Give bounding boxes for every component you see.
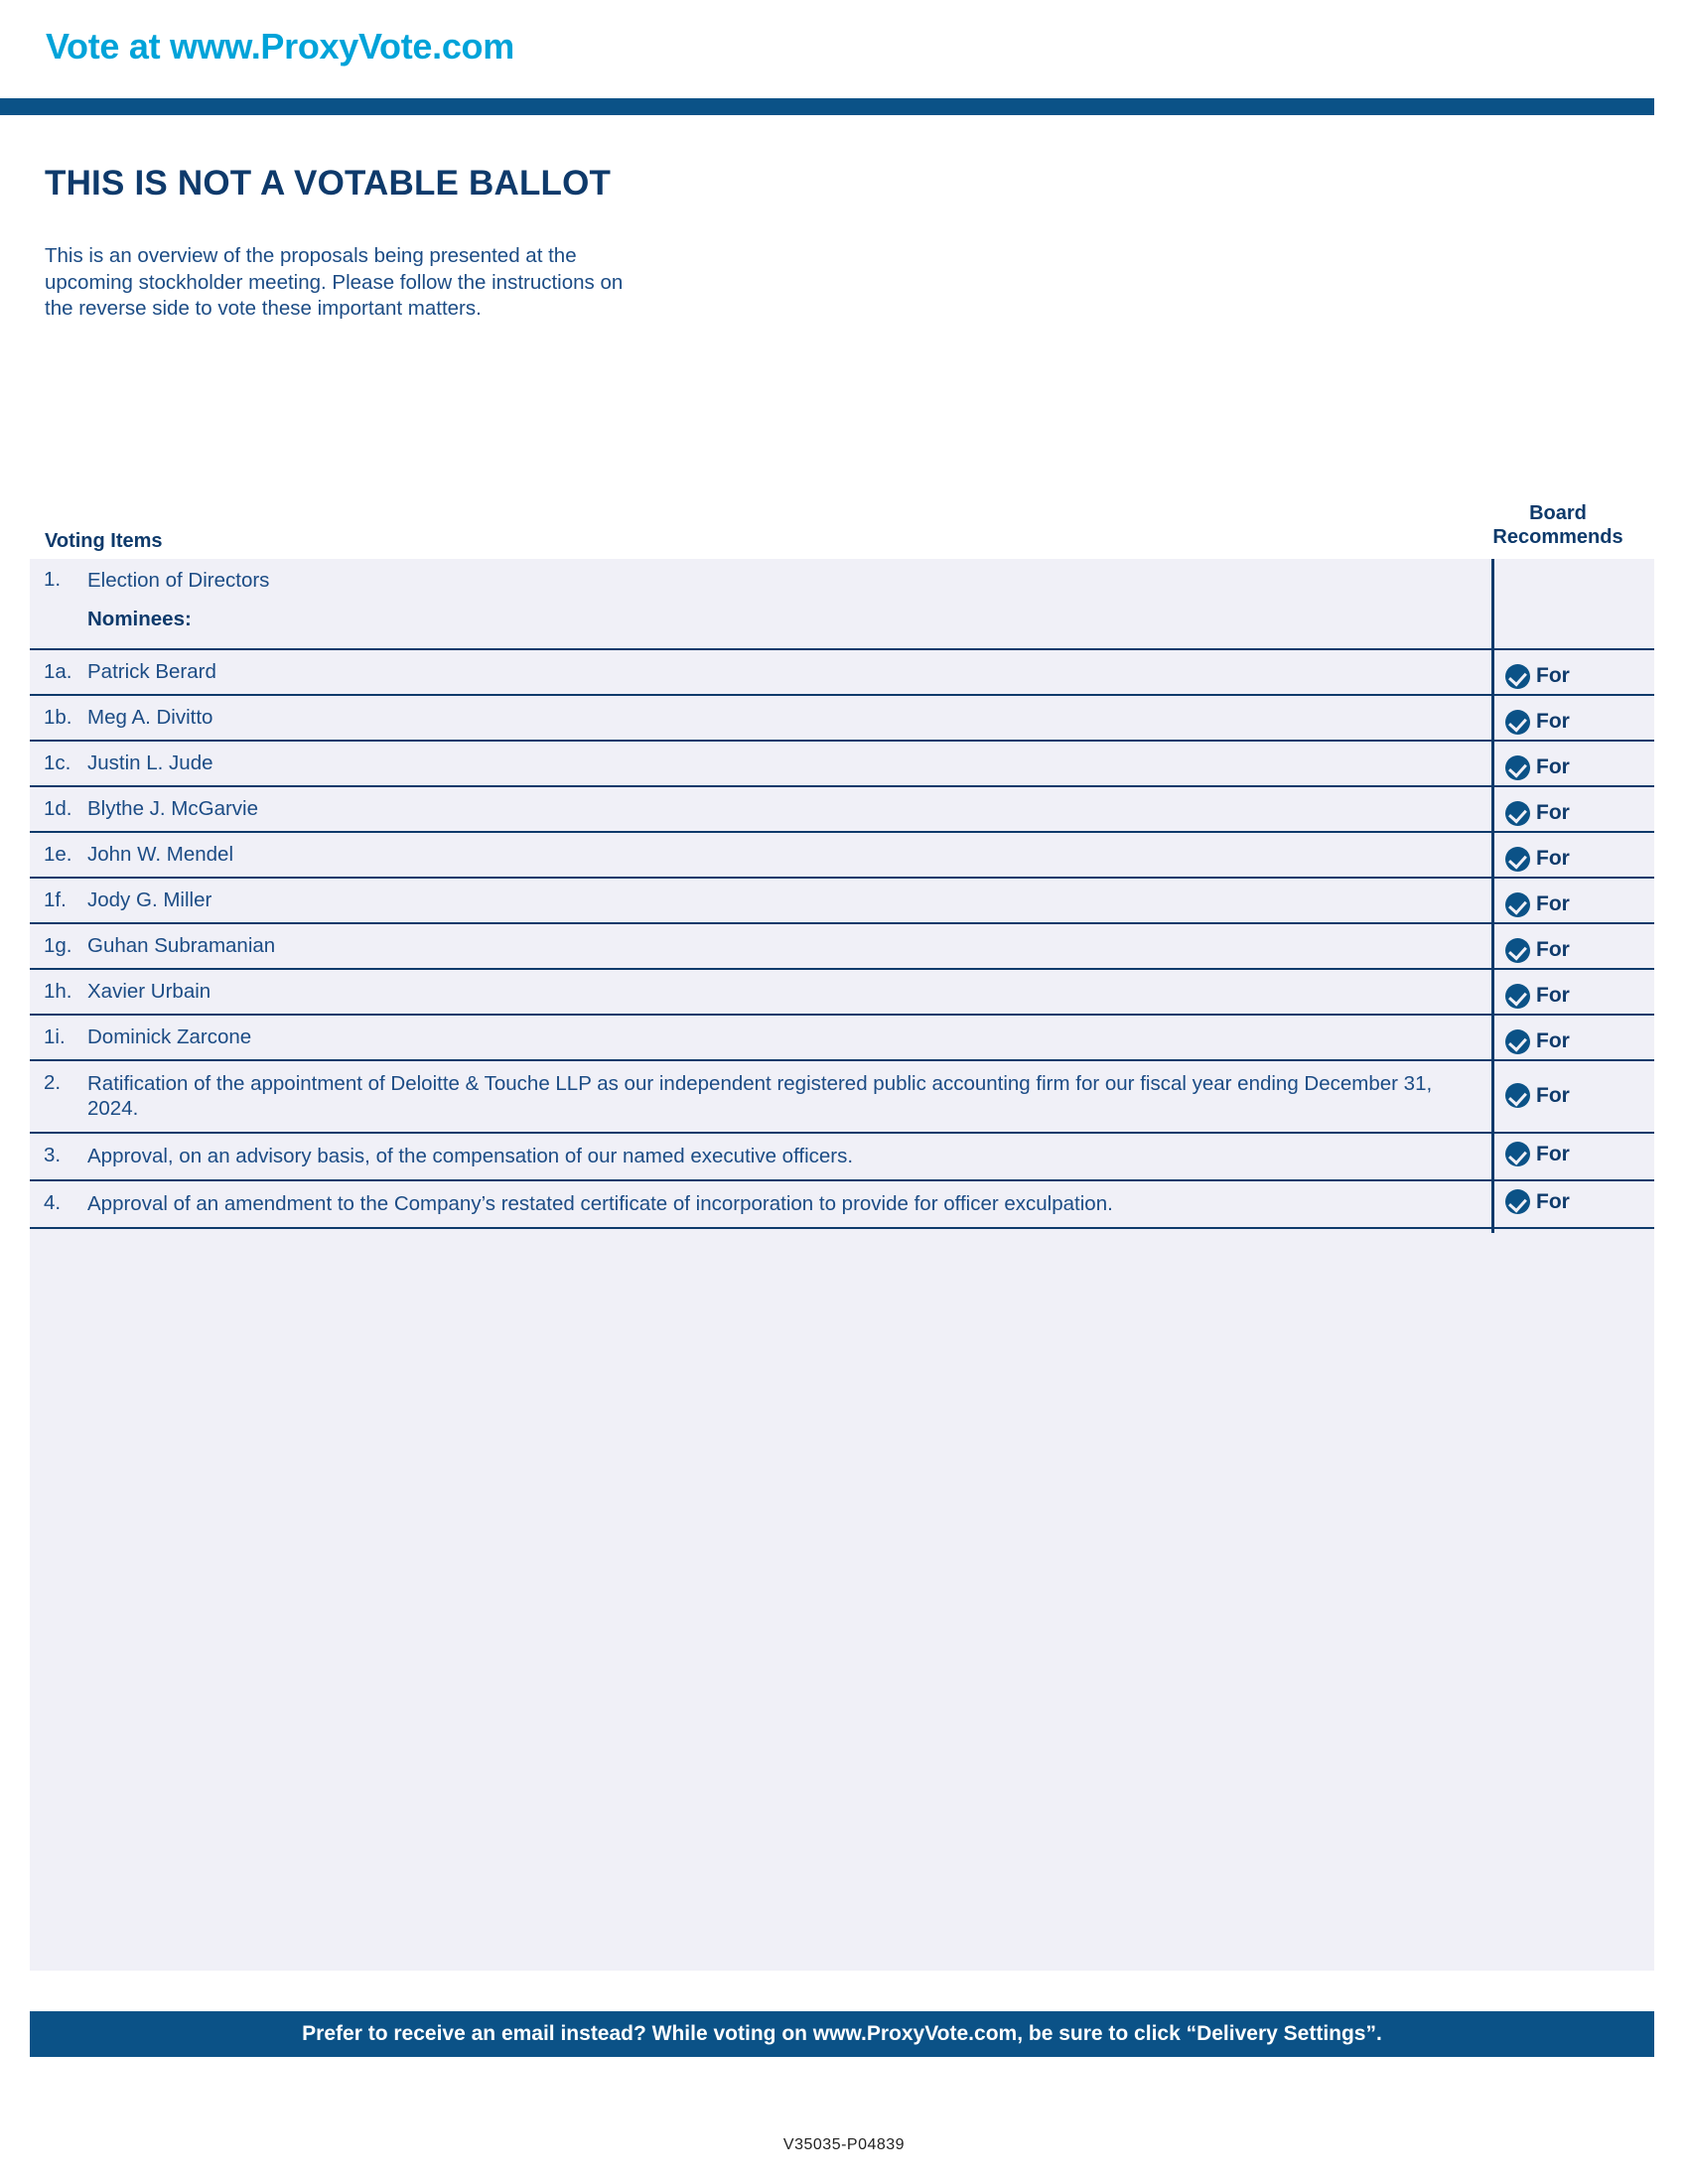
table-row	[30, 1016, 1654, 1061]
check-circle-icon	[1505, 1142, 1530, 1166]
table-row	[30, 1181, 1654, 1229]
board-recommends-line-1: Board	[1529, 502, 1587, 524]
nominee-name: Meg A. Divitto	[87, 706, 213, 729]
table-row	[30, 650, 1654, 696]
proposal-number: 2.	[44, 1071, 62, 1094]
recommend-label: For	[1536, 664, 1570, 687]
nominee-number: 1b.	[44, 705, 72, 729]
recommend-label: For	[1536, 710, 1570, 733]
board-recommendation	[1491, 1022, 1654, 1054]
nominee-number: 1a.	[44, 659, 72, 683]
table-row	[30, 787, 1654, 833]
table-row	[30, 879, 1654, 924]
nominee-number: 1e.	[44, 842, 72, 866]
intro-line-3: the reverse side to vote these important matters.	[45, 297, 482, 320]
check-circle-icon	[1505, 847, 1530, 872]
recommend-label: For	[1536, 1142, 1570, 1165]
table-row-item-1	[30, 559, 1654, 605]
intro-paragraph	[45, 243, 869, 323]
recommend-label: For	[1536, 801, 1570, 824]
header-rule-band	[0, 98, 1654, 115]
board-recommendation	[1491, 702, 1654, 735]
check-circle-icon	[1505, 1029, 1530, 1054]
recommend-label: For	[1536, 755, 1570, 778]
footer-message: Prefer to receive an email instead? While voting on www.ProxyVote.com, be sure to click “Delivery Settings”.	[302, 2022, 1382, 2045]
proposal-text: Approval, on an advisory basis, of the compensation of our named executive officers.	[87, 1145, 854, 1167]
recommend-label: For	[1536, 1083, 1570, 1107]
table-row	[30, 924, 1654, 970]
check-circle-icon	[1505, 892, 1530, 917]
vote-at-proxyvote-link[interactable]: Vote at www.ProxyVote.com	[46, 26, 514, 67]
item-number: 1.	[44, 568, 62, 591]
board-recommends-line-2: Recommends	[1492, 526, 1623, 548]
proposal-text: Ratification of the appointment of Deloitte & Touche LLP as our independent registered public accounting firm for our fiscal year ending December 31, 2024.	[87, 1072, 1433, 1120]
check-circle-icon	[1505, 664, 1530, 689]
item-text: Election of Directors	[87, 569, 270, 592]
board-recommendation	[1491, 1181, 1654, 1214]
board-recommendation	[1491, 748, 1654, 780]
check-circle-icon	[1505, 801, 1530, 826]
check-circle-icon	[1505, 755, 1530, 780]
board-recommendation	[1491, 656, 1654, 689]
table-row	[30, 1134, 1654, 1181]
control-number: V35035-P04839	[782, 2136, 906, 2153]
check-circle-icon	[1505, 1083, 1530, 1108]
voting-items-table	[30, 559, 1654, 1229]
table-row-nominees-heading	[30, 605, 1654, 650]
recommend-label: For	[1536, 1189, 1570, 1213]
board-recommendation	[1491, 1134, 1654, 1166]
board-recommendation	[1491, 885, 1654, 917]
nominee-name: Blythe J. McGarvie	[87, 797, 259, 820]
table-row	[30, 970, 1654, 1016]
nominee-name: Dominick Zarcone	[87, 1025, 252, 1048]
board-recommendation	[1491, 976, 1654, 1009]
proposal-number: 4.	[44, 1191, 62, 1214]
nominee-number: 1c.	[44, 751, 71, 774]
nominee-name: Justin L. Jude	[87, 751, 213, 774]
nominee-number: 1f.	[44, 887, 67, 911]
nominee-name: Xavier Urbain	[87, 980, 211, 1003]
nominee-number: 1h.	[44, 979, 72, 1003]
proposal-number: 3.	[44, 1144, 62, 1166]
nominee-number: 1g.	[44, 933, 72, 957]
nominee-number: 1i.	[44, 1024, 66, 1048]
table-row	[30, 833, 1654, 879]
column-header-board-recommends	[1462, 501, 1654, 549]
page-title: THIS IS NOT A VOTABLE BALLOT	[45, 164, 612, 203]
nominees-label: Nominees:	[87, 608, 192, 630]
recommend-label: For	[1536, 938, 1570, 961]
table-row	[30, 742, 1654, 787]
nominee-name: Guhan Subramanian	[87, 934, 276, 957]
recommend-label: For	[1536, 984, 1570, 1007]
table-row	[30, 1061, 1654, 1134]
intro-line-1: This is an overview of the proposals being presented at the	[45, 244, 577, 267]
recommend-label: For	[1536, 1029, 1570, 1052]
recommend-label: For	[1536, 892, 1570, 915]
column-header-voting-items: Voting Items	[45, 530, 163, 552]
board-recommendation	[1491, 793, 1654, 826]
board-recommendation	[1491, 1061, 1654, 1108]
table-row	[30, 696, 1654, 742]
nominee-name: Patrick Berard	[87, 660, 216, 683]
board-recommendation	[1491, 930, 1654, 963]
check-circle-icon	[1505, 984, 1530, 1009]
intro-line-2: upcoming stockholder meeting. Please follow the instructions on	[45, 270, 624, 294]
recommend-label: For	[1536, 847, 1570, 870]
check-circle-icon	[1505, 710, 1530, 735]
check-circle-icon	[1505, 1189, 1530, 1214]
nominee-name: John W. Mendel	[87, 843, 233, 866]
check-circle-icon	[1505, 938, 1530, 963]
footer-band	[30, 2011, 1654, 2057]
proposal-text: Approval of an amendment to the Company’s restated certificate of incorporation to provide for officer exculpation.	[87, 1192, 1113, 1215]
nominee-name: Jody G. Miller	[87, 888, 212, 911]
nominee-number: 1d.	[44, 796, 72, 820]
board-recommendation	[1491, 839, 1654, 872]
